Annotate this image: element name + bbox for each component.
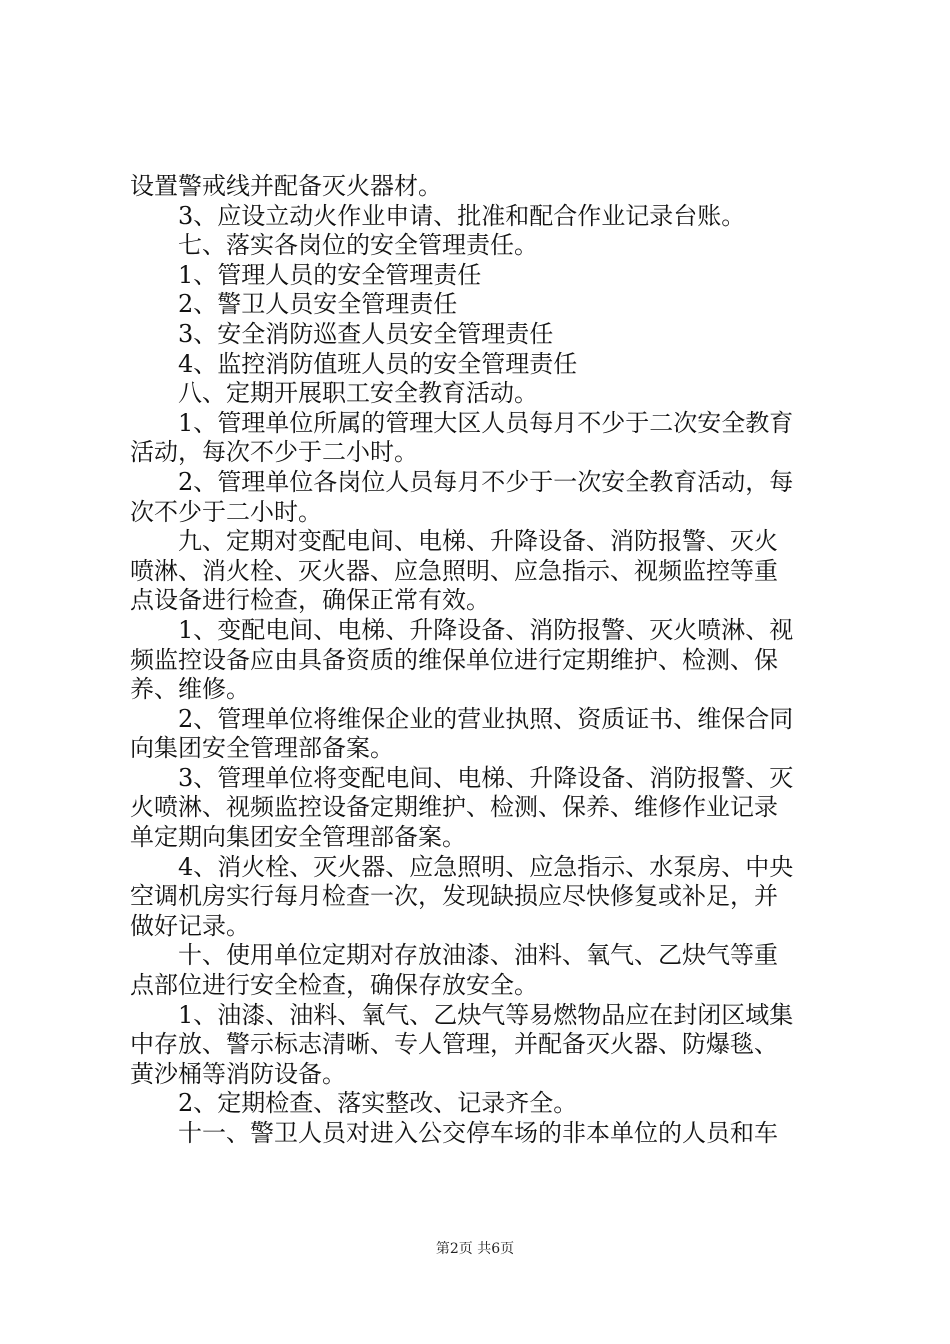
text-line: 做好记录。 <box>130 911 250 940</box>
text-line: 单定期向集团安全管理部备案。 <box>130 823 466 852</box>
text-line: 空调机房实行每月检查一次，发现缺损应尽快修复或补足，并 <box>130 882 778 911</box>
text-line: 活动，每次不少于二小时。 <box>130 438 418 467</box>
text-line: 3、安全消防巡查人员安全管理责任 <box>130 319 554 348</box>
text-line: 养、维修。 <box>130 675 250 704</box>
text-line: 2、管理单位各岗位人员每月不少于一次安全教育活动，每 <box>130 467 794 496</box>
text-line: 喷淋、消火栓、灭火器、应急照明、应急指示、视频监控等重 <box>130 556 778 585</box>
body-text <box>130 172 830 1149</box>
text-line: 火喷淋、视频监控设备定期维护、检测、保养、维修作业记录 <box>130 793 778 822</box>
text-line: 1、油漆、油料、氧气、乙炔气等易燃物品应在封闭区域集 <box>130 1000 794 1029</box>
page-footer: 第2页 共6页 <box>435 1241 515 1257</box>
text-line: 向集团安全管理部备案。 <box>130 734 394 763</box>
text-line: 八、定期开展职工安全教育活动。 <box>130 379 538 408</box>
text-line: 点部位进行安全检查，确保存放安全。 <box>130 971 538 1000</box>
text-line: 点设备进行检查，确保正常有效。 <box>130 586 490 615</box>
text-line: 十一、警卫人员对进入公交停车场的非本单位的人员和车 <box>130 1119 778 1147</box>
text-line: 七、落实各岗位的安全管理责任。 <box>130 231 538 260</box>
text-line: 2、定期检查、落实整改、记录齐全。 <box>130 1089 578 1118</box>
text-line: 2、管理单位将维保企业的营业执照、资质证书、维保合同 <box>130 704 794 733</box>
text-line: 3、管理单位将变配电间、电梯、升降设备、消防报警、灭 <box>130 763 794 792</box>
text-line: 4、消火栓、灭火器、应急照明、应急指示、水泵房、中央 <box>130 852 794 881</box>
text-line: 黄沙桶等消防设备。 <box>130 1059 346 1088</box>
text-line: 中存放、警示标志清晰、专人管理，并配备灭火器、防爆毯、 <box>130 1030 778 1059</box>
text-line: 1、管理人员的安全管理责任 <box>130 260 482 289</box>
text-line: 设置警戒线并配备灭火器材。 <box>130 172 442 200</box>
text-line: 4、监控消防值班人员的安全管理责任 <box>130 349 578 378</box>
text-line: 2、警卫人员安全管理责任 <box>130 290 458 319</box>
text-line: 1、变配电间、电梯、升降设备、消防报警、灭火喷淋、视 <box>130 615 794 644</box>
text-line: 3、应设立动火作业申请、批准和配合作业记录台账。 <box>130 201 746 230</box>
text-line: 次不少于二小时。 <box>130 497 322 526</box>
text-line: 十、使用单位定期对存放油漆、油料、氧气、乙炔气等重 <box>130 941 778 970</box>
text-line: 九、定期对变配电间、电梯、升降设备、消防报警、灭火 <box>130 527 778 556</box>
text-line: 频监控设备应由具备资质的维保单位进行定期维护、检测、保 <box>130 645 778 674</box>
text-line: 1、管理单位所属的管理大区人员每月不少于二次安全教育 <box>130 408 794 437</box>
